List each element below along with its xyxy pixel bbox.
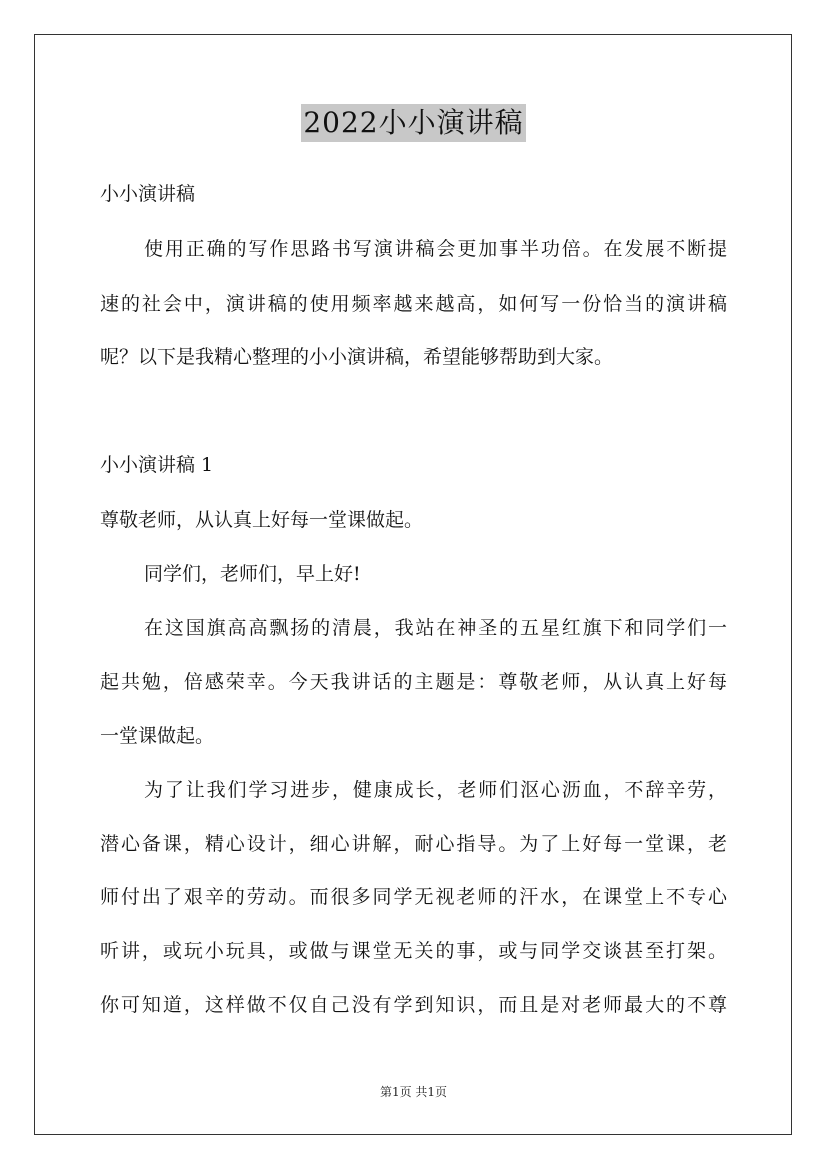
title-container bbox=[0, 104, 827, 142]
paragraph-line: 为了让我们学习进步，健康成长，老师们沤心沥血，不辞辛劳， bbox=[144, 779, 727, 801]
paragraph-line: 在这国旗高高飘扬的清晨，我站在神圣的五星红旗下和同学们一 bbox=[144, 617, 727, 639]
speech-subtitle: 尊敬老师，从认真上好每一堂课做起。 bbox=[100, 509, 424, 531]
intro-line: 呢？以下是我精心整理的小小演讲稿，希望能够帮助到大家。 bbox=[100, 346, 614, 368]
page-number-footer: 第1页 共1页 bbox=[379, 1085, 448, 1099]
paragraph-line: 潜心备课，精心设计，细心讲解，耐心指导。为了上好每一堂课，老 bbox=[100, 833, 727, 855]
section-heading: 小小演讲稿 bbox=[100, 183, 196, 205]
paragraph-line: 师付出了艰辛的劳动。而很多同学无视老师的汗水，在课堂上不专心 bbox=[100, 886, 727, 908]
intro-line: 使用正确的写作思路书写演讲稿会更加事半功倍。在发展不断提 bbox=[144, 238, 727, 260]
document-title: 2022小小演讲稿 bbox=[301, 104, 525, 142]
paragraph-line: 一堂课做起。 bbox=[100, 725, 215, 747]
paragraph-line: 你可知道，这样做不仅自己没有学到知识，而且是对老师最大的不尊 bbox=[100, 994, 727, 1016]
intro-line: 速的社会中，演讲稿的使用频率越来越高，如何写一份恰当的演讲稿 bbox=[100, 293, 727, 315]
paragraph-line: 起共勉，倍感荣幸。今天我讲话的主题是：尊敬老师，从认真上好每 bbox=[100, 671, 727, 693]
greeting-line: 同学们，老师们，早上好! bbox=[144, 563, 361, 585]
speech-heading: 小小演讲稿 1 bbox=[100, 454, 214, 476]
paragraph-line: 听讲，或玩小玩具，或做与课堂无关的事，或与同学交谈甚至打架。 bbox=[100, 940, 727, 962]
